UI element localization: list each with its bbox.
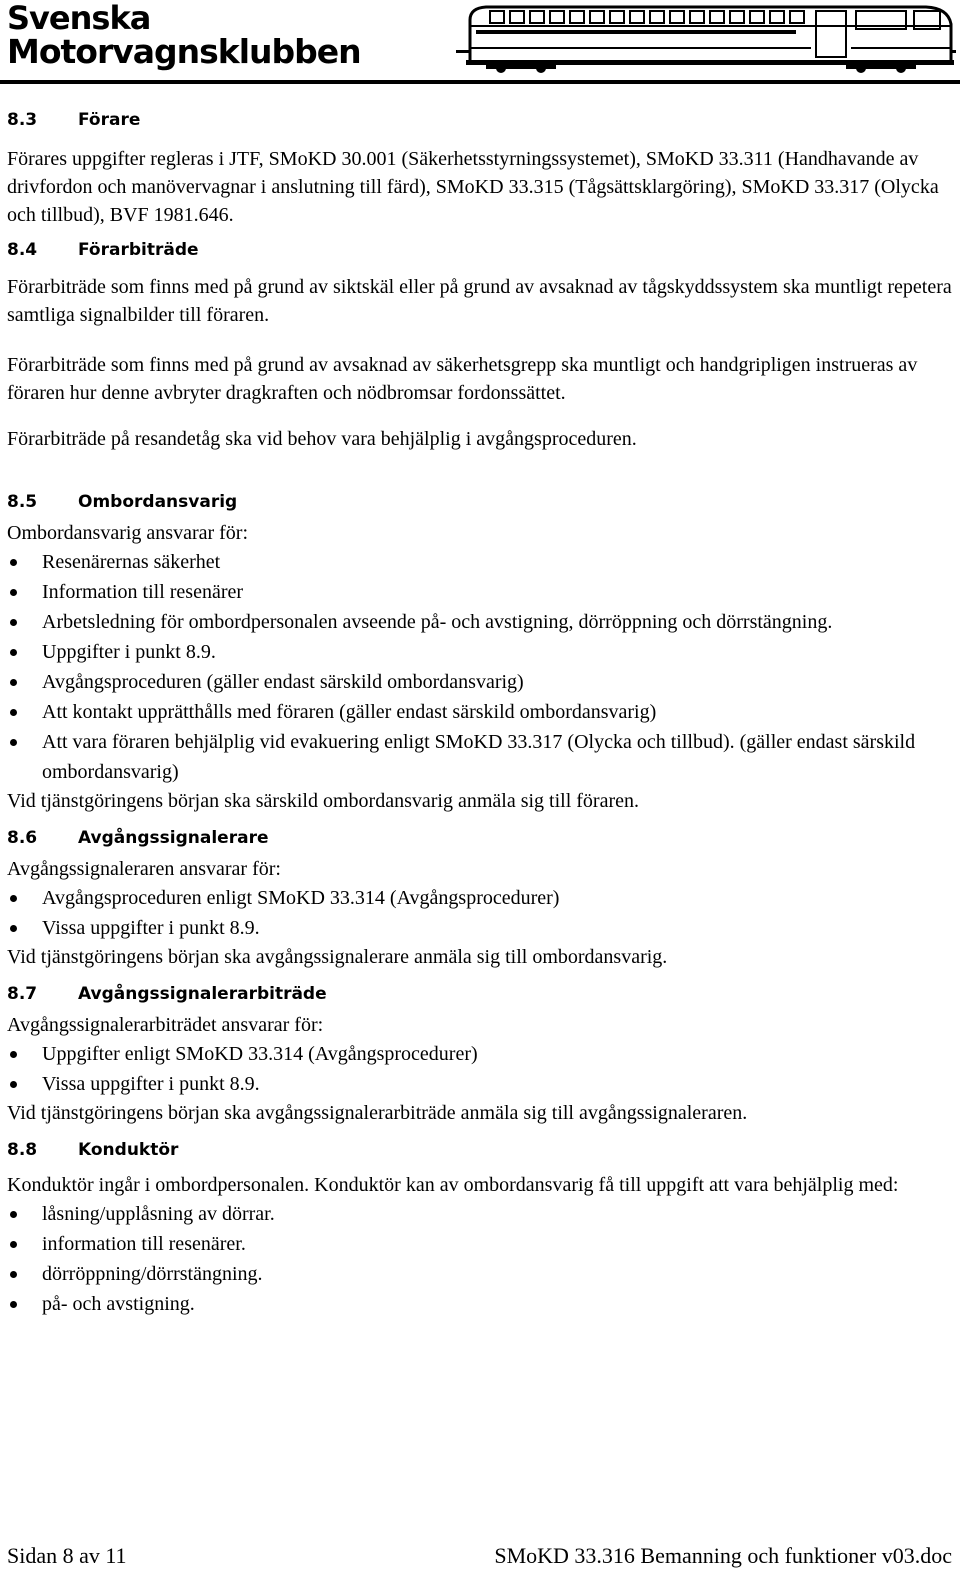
- heading-8-8: 8.8 Konduktör: [7, 1140, 179, 1160]
- list-item: Att kontakt upprätthålls med föraren (gäller endast särskild ombordansvarig): [7, 697, 952, 727]
- section-intro: Konduktör ingår i ombordpersonalen. Konduktör kan av ombordansvarig få till uppgift att vara behjälplig med:: [7, 1174, 899, 1196]
- list-item: Vissa uppgifter i punkt 8.9.: [7, 1069, 952, 1099]
- club-logo: [7, 2, 437, 72]
- list-item: Uppgifter i punkt 8.9.: [7, 637, 952, 667]
- bullet-list: [7, 883, 952, 943]
- heading-8-3: 8.3 Förare: [7, 110, 141, 130]
- list-item: Att vara föraren behjälplig vid evakuering enligt SMoKD 33.317 (Olycka och tillbud). (gäller endast särskild ombordansvarig): [7, 727, 952, 787]
- list-item: Uppgifter enligt SMoKD 33.314 (Avgångsprocedurer): [7, 1039, 952, 1069]
- list-item: låsning/upplåsning av dörrar.: [7, 1199, 952, 1229]
- bullet-list: [7, 547, 952, 787]
- list-item: Arbetsledning för ombordpersonalen avseende på- och avstigning, dörröppning och dörrstängning.: [7, 607, 952, 637]
- logo-line-1: Svenska: [7, 0, 151, 37]
- logo-line-2: Motorvagnsklubben: [7, 32, 361, 71]
- paragraph: Förarbiträde som finns med på grund av siktskäl eller på grund av avsaknad av tågskyddssystem ska muntligt repetera samtliga signalbilder till föraren.: [7, 276, 952, 326]
- list-item: Avgångsproceduren (gäller endast särskild ombordansvarig): [7, 667, 952, 697]
- page-number: Sidan 8 av 11: [7, 1543, 127, 1568]
- list-item: på- och avstigning.: [7, 1289, 952, 1319]
- heading-8-5: 8.5 Ombordansvarig: [7, 492, 238, 512]
- document-filename: SMoKD 33.316 Bemanning och funktioner v03.doc: [494, 1543, 952, 1568]
- paragraph: Förarbiträde på resandetåg ska vid behov vara behjälplig i avgångsproceduren.: [7, 428, 637, 450]
- list-item: Vissa uppgifter i punkt 8.9.: [7, 913, 952, 943]
- list-item: Information till resenärer: [7, 577, 952, 607]
- heading-8-6: 8.6 Avgångssignalerare: [7, 828, 269, 848]
- section-intro: Ombordansvarig ansvarar för:: [7, 522, 249, 544]
- section-closing: Vid tjänstgöringens början ska avgångssignalerare anmäla sig till ombordansvarig.: [7, 946, 668, 968]
- list-item: information till resenärer.: [7, 1229, 952, 1259]
- heading-8-7: 8.7 Avgångssignalerarbiträde: [7, 984, 327, 1004]
- paragraph: Förares uppgifter regleras i JTF, SMoKD 30.001 (Säkerhetsstyrningssystemet), SMoKD 33.311 (Handhavande av drivfordon och manövervagnar i anslutning till färd), SMoKD 33.315 (Tågsättsklargöring), SMoKD 33.317 (Olycka och tillbud), BVF 1981.646.: [7, 148, 939, 226]
- page-footer: [7, 1541, 952, 1571]
- bullet-list: [7, 1039, 952, 1099]
- list-item: dörröppning/dörrstängning.: [7, 1259, 952, 1289]
- railcar-illustration: [456, 2, 956, 74]
- heading-8-4: 8.4 Förarbiträde: [7, 240, 199, 260]
- section-closing: Vid tjänstgöringens början ska särskild ombordansvarig anmäla sig till föraren.: [7, 790, 639, 812]
- section-intro: Avgångssignaleraren ansvarar för:: [7, 858, 281, 880]
- list-item: Avgångsproceduren enligt SMoKD 33.314 (Avgångsprocedurer): [7, 883, 952, 913]
- header-rule: [0, 80, 960, 84]
- paragraph: Förarbiträde som finns med på grund av avsaknad av säkerhetsgrepp ska muntligt och handgripligen instrueras av föraren hur denne avbryter dragkraften och nödbromsar fordonssättet.: [7, 354, 918, 404]
- section-closing: Vid tjänstgöringens början ska avgångssignalerarbiträde anmäla sig till avgångssignaleraren.: [7, 1102, 748, 1124]
- document-body: [7, 109, 952, 1319]
- section-intro: Avgångssignalerarbiträdet ansvarar för:: [7, 1014, 324, 1036]
- page-header: [0, 0, 960, 86]
- list-item: Resenärernas säkerhet: [7, 547, 952, 577]
- bullet-list: [7, 1199, 952, 1319]
